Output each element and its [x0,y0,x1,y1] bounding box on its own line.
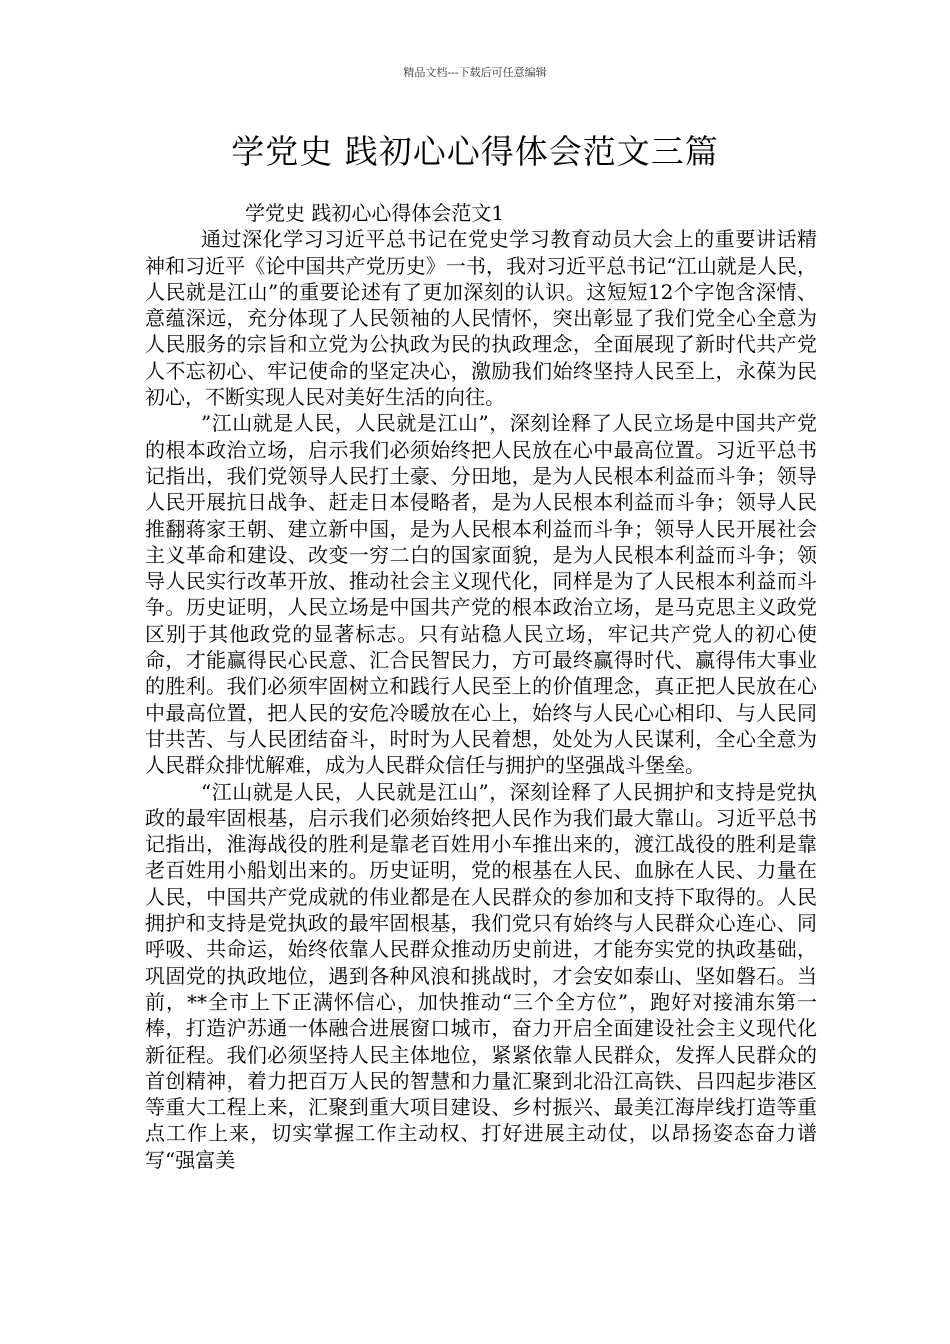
document-title: 学党史 践初心心得体会范文三篇 [231,132,719,171]
header-note: 精品文档---下载后可任意编辑 [403,66,547,79]
document-body [145,200,817,1173]
paragraph-3: “江山就是人民，人民就是江山”，深刻诠释了人民拥护和支持是党执政的最牢固根基，启示我们必须始终把人民作为我们最大靠山。习近平总书记指出，淮海战役的胜利是靠老百姓用小车推出来的，渡江战役的胜利是靠老百姓用小船划出来的。历史证明，党的根基在人民、血脉在人民、力量在人民，中国共产党成就的伟业都是在人民群众的参加和支持下取得的。人民拥护和支持是党执政的最牢固根基，我们党只有始终与人民群众心连心、同呼吸、共命运，始终依靠人民群众推动历史前进，才能夯实党的执政基础，巩固党的执政地位，遇到各种风浪和挑战时，才会安如泰山、坚如磐石。当前，**全市上下正满怀信心，加快推动“三个全方位”，跑好对接浦东第一棒，打造沪苏通一体融合进展窗口城市，奋力开启全面建设社会主义现代化新征程。我们必须坚持人民主体地位，紧紧依靠人民群众，发挥人民群众的首创精神，着力把百万人民的智慧和力量汇聚到北沿江高铁、吕四起步港区等重大工程上来，汇聚到重大项目建设、乡村振兴、最美江海岸线打造等重点工作上来，切实掌握工作主动权、打好进展主动仗，以昂扬姿态奋力谱写“强富美 [145,779,817,1172]
paragraph-1: 通过深化学习习近平总书记在党史学习教育动员大会上的重要讲话精神和习近平《论中国共产党历史》一书，我对习近平总书记“江山就是人民，人民就是江山”的重要论述有了更加深刻的认识。这短短12个字饱含深情、意蕴深远，充分体现了人民领袖的人民情怀，突出彰显了我们党全心全意为人民服务的宗旨和立党为公执政为民的执政理念，全面展现了新时代共产党人不忘初心、牢记使命的坚定决心，激励我们始终坚持人民至上，永葆为民初心，不断实现人民对美好生活的向往。 [145,227,817,410]
section-subtitle: 学党史 践初心心得体会范文1 [245,201,505,225]
paragraph-2: ”江山就是人民，人民就是江山”，深刻诠释了人民立场是中国共产党的根本政治立场，启示我们必须始终把人民放在心中最高位置。习近平总书记指出，我们党领导人民打土豪、分田地，是为人民根本利益而斗争；领导人民开展抗日战争、赶走日本侵略者，是为人民根本利益而斗争；领导人民推翻蒋家王朝、建立新中国，是为人民根本利益而斗争；领导人民开展社会主义革命和建设、改变一穷二白的国家面貌，是为人民根本利益而斗争；领导人民实行改革开放、推动社会主义现代化，同样是为了人民根本利益而斗争。历史证明，人民立场是中国共产党的根本政治立场，是马克思主义政党区别于其他政党的显著标志。只有站稳人民立场，牢记共产党人的初心使命，才能赢得民心民意、汇合民智民力，方可最终赢得时代、赢得伟大事业的胜利。我们必须牢固树立和践行人民至上的价值理念，真正把人民放在心中最高位置，把人民的安危冷暖放在心上，始终与人民心心相印、与人民同甘共苦、与人民团结奋斗，时时为人民着想，处处为人民谋利，全心全意为人民群众排忧解难，成为人民群众信任与拥护的坚强战斗堡垒。 [145,411,817,778]
